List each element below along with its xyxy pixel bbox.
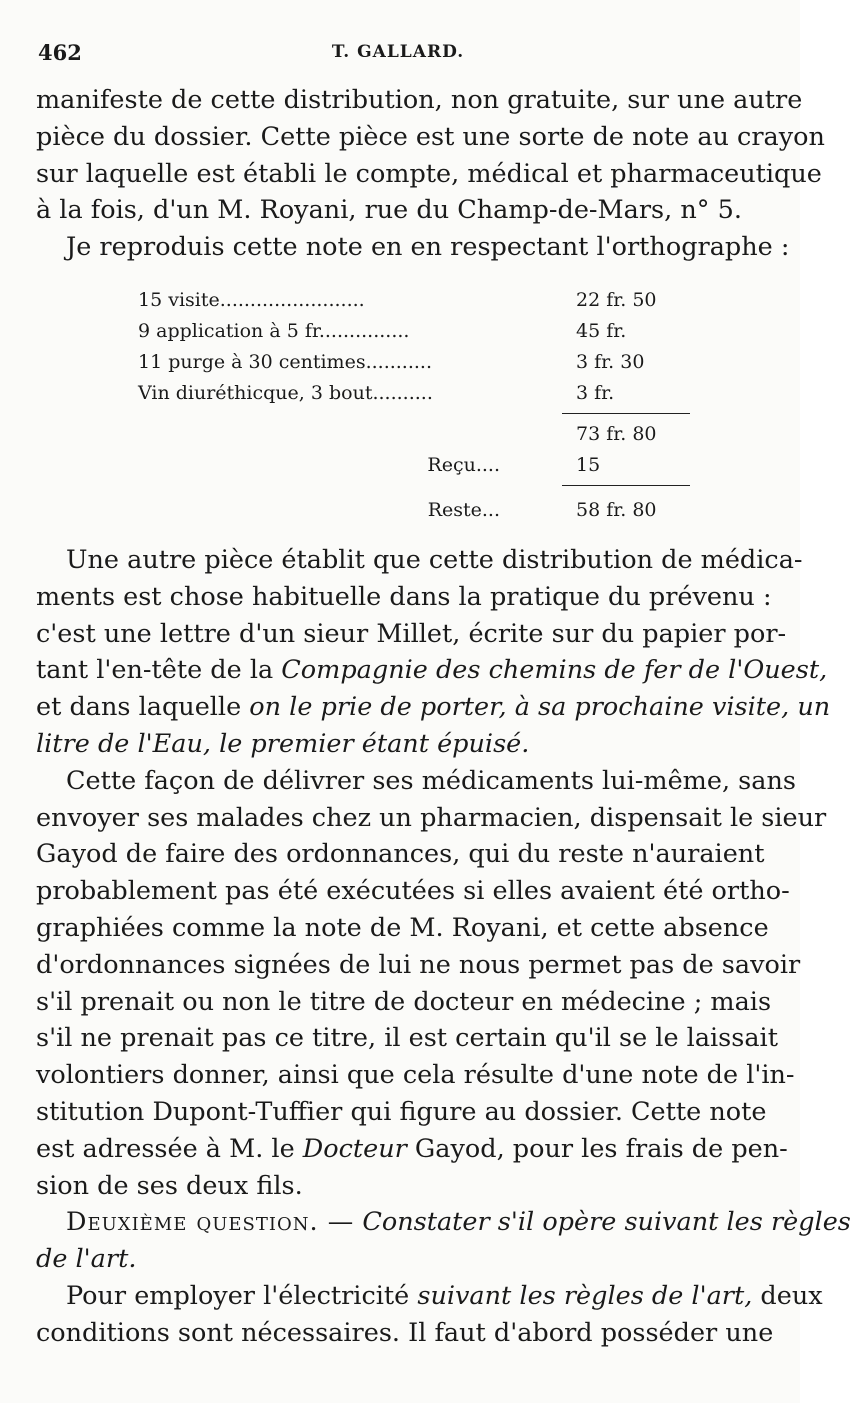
- text-line: s'il ne prenait pas ce titre, il est certain qu'il se le laissait: [36, 1023, 778, 1054]
- text-line: d'ordonnances signées de lui ne nous permet pas de savoir: [36, 949, 801, 980]
- text-run: Pour employer l'électricité: [66, 1280, 418, 1311]
- text-line: [36, 1278, 823, 1315]
- paragraph-1: [36, 82, 825, 266]
- text-line: conditions sont nécessaires. Il faut d'abord posséder une: [36, 1317, 774, 1348]
- note-item-label: Vin diuréthicque, 3 bout..........: [138, 382, 433, 404]
- italic-run: on le prie de porter, à sa prochaine visite, un: [249, 692, 831, 723]
- note-row: [130, 347, 690, 378]
- note-item-amount: 45 fr.: [576, 320, 627, 342]
- running-head: T. GALLARD.: [331, 42, 465, 62]
- text-line: Cette façon de délivrer ses médicaments lui-même, sans: [66, 765, 796, 796]
- text-line: de l'art.: [36, 1244, 137, 1275]
- text-line: probablement pas été exécutées si elles avaient été ortho-: [36, 876, 790, 907]
- body-lower: [36, 542, 851, 1352]
- note-reste-amount: 58 fr. 80: [576, 499, 657, 521]
- italic-run: suivant les règles de l'art,: [417, 1280, 753, 1311]
- note-row: [130, 285, 690, 316]
- text-line: envoyer ses malades chez un pharmacien, dispensait le sieur: [36, 802, 827, 833]
- text-line: Une autre pièce établit que cette distribution de médica-: [66, 545, 803, 575]
- note-reste-label: Reste...: [427, 499, 500, 521]
- note-row: [130, 316, 690, 347]
- italic-run: Docteur: [302, 1133, 407, 1164]
- text-line: volontiers donner, ainsi que cela résulte d'une note de l'in-: [36, 1060, 795, 1091]
- text-line: sion de ses deux fils.: [36, 1170, 303, 1201]
- note-recu-row: [130, 450, 690, 481]
- text-line: Gayod de faire des ordonnances, qui du reste n'auraient: [36, 839, 765, 870]
- text-line: pièce du dossier. Cette pièce est une sorte de note au crayon: [36, 121, 825, 152]
- page-header: [38, 40, 758, 76]
- note-item-label: 11 purge à 30 centimes...........: [138, 351, 433, 373]
- note-item-amount: 3 fr.: [576, 382, 615, 404]
- note-reste-row: [130, 495, 690, 526]
- note-item-amount: 3 fr. 30: [576, 351, 645, 373]
- note-item-label: 15 visite........................: [138, 289, 365, 311]
- note-item-label: 9 application à 5 fr...............: [138, 320, 410, 342]
- text-line: [36, 652, 828, 689]
- question-text: Constater s'il opère suivant les règles: [362, 1207, 851, 1238]
- difference-rule: [562, 485, 690, 486]
- note-subtotal-row: [130, 419, 690, 450]
- text-line: [36, 689, 831, 726]
- note-recu-amount: 15: [576, 454, 601, 476]
- text-line: ments est chose habituelle dans la pratique du prévenu :: [36, 581, 772, 612]
- sum-rule: [562, 413, 690, 414]
- text-run: Gayod, pour les frais de pen-: [406, 1133, 788, 1164]
- text-run: tant l'en-tête de la: [36, 655, 282, 686]
- text-line: s'il prenait ou non le titre de docteur en médecine ; mais: [36, 986, 772, 1017]
- text-run: est adressée à M. le: [36, 1133, 303, 1164]
- text-run: et dans laquelle: [36, 692, 250, 723]
- note-recu-label: Reçu....: [427, 454, 500, 476]
- text-line: stitution Dupont-Tuffier qui figure au dossier. Cette note: [36, 1096, 767, 1127]
- text-line: Je reproduis cette note en en respectant l'orthographe :: [66, 232, 790, 263]
- note-row: [130, 378, 690, 409]
- text-line: litre de l'Eau, le premier étant épuisé.: [36, 728, 530, 759]
- text-line: [36, 1131, 788, 1168]
- text-run: deux: [752, 1280, 823, 1311]
- text-line: manifeste de cette distribution, non gratuite, sur une autre: [36, 85, 803, 115]
- question-label: Deuxième question. —: [66, 1207, 355, 1238]
- text-line: sur laquelle est établi le compte, médical et pharmaceutique: [36, 158, 822, 189]
- text-line: à la fois, d'un M. Royani, rue du Champ-de-Mars, n° 5.: [36, 195, 742, 226]
- text-line: [36, 1204, 851, 1241]
- text-line: c'est une lettre d'un sieur Millet, écrite sur du papier por-: [36, 618, 787, 649]
- note-subtotal: 73 fr. 80: [576, 423, 657, 445]
- account-note: [130, 285, 690, 526]
- text-line: graphiées comme la note de M. Royani, et cette absence: [36, 912, 769, 943]
- italic-run: Compagnie des chemins de fer de l'Ouest,: [281, 655, 828, 686]
- page-number: 462: [38, 40, 82, 65]
- note-item-amount: 22 fr. 50: [576, 289, 657, 311]
